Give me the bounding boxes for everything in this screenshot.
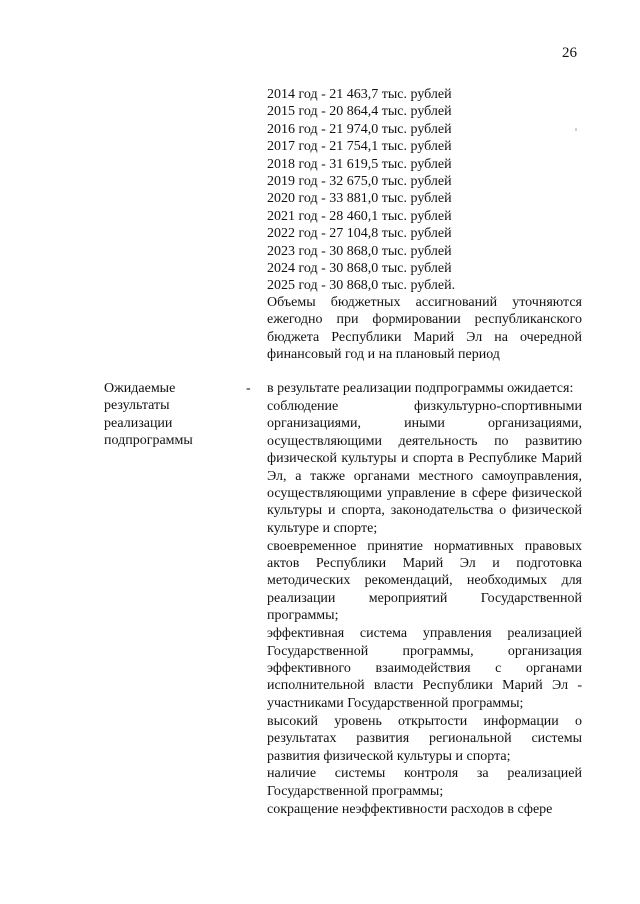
funding-year-line: 2025 год - 30 868,0 тыс. рублей. [267, 278, 456, 294]
funding-year-line: 2021 год - 28 460,1 тыс. рублей [267, 208, 452, 224]
result-paragraph: своевременное принятие нормативных правовых актов Республики Марий Эл и подготовка методических рекомендаций, необходимых для реализации мероприятий Государственной программы; [267, 538, 582, 624]
funding-year-line: 2018 год - 31 619,5 тыс. рублей [267, 156, 452, 172]
expected-results-text [267, 380, 582, 818]
funding-year-line: 2023 год - 30 868,0 тыс. рублей [267, 243, 452, 259]
result-paragraph: наличие системы контроля за реализацией Государственной программы; [267, 766, 582, 799]
budget-allocation-note: Объемы бюджетных ассигнований уточняются ежегодно при формировании республиканского бюджета Республики Марий Эл на очередной финансовый год и на плановый период [267, 295, 582, 363]
label-line: результаты [104, 398, 170, 414]
funding-by-year-list [267, 86, 587, 295]
funding-year-line: 2022 год - 27 104,8 тыс. рублей [267, 226, 452, 242]
result-paragraph: эффективная система управления реализацией Государственной программы, организация эффективного взаимодействия с органами исполнительной власти Республики Марий Эл - участниками Государственной программы; [267, 626, 582, 711]
funding-year-line: 2017 год - 21 754,1 тыс. рублей [267, 139, 452, 155]
label-line: реализации [104, 415, 173, 431]
funding-year-line: 2015 год - 20 864,4 тыс. рублей [267, 104, 452, 120]
label-dash: - [246, 381, 251, 396]
expected-results-label [104, 380, 234, 450]
funding-year-line: 2020 год - 33 881,0 тыс. рублей [267, 191, 452, 207]
label-line: Ожидаемые [104, 381, 176, 396]
funding-year-line: 2019 год - 32 675,0 тыс. рублей [267, 174, 452, 190]
result-paragraph: высокий уровень открытости информации о результатах развития региональной системы развития физической культуры и спорта; [267, 713, 582, 764]
funding-year-line: 2016 год - 21 974,0 тыс. рублей [267, 121, 452, 137]
funding-year-line: 2024 год - 30 868,0 тыс. рублей [267, 261, 452, 277]
result-paragraph: сокращение неэффективности расходов в сфере [267, 801, 553, 817]
funding-year-line: 2014 год - 21 463,7 тыс. рублей [267, 87, 452, 102]
page-number: 26 [562, 45, 577, 61]
result-paragraph: соблюдение физкультурно-спортивными организациями, иными организациями, осуществляющими деятельность по развитию физической культуры и спорта в Республике Марий Эл, а также органами местного самоуправления, осуществляющими управление в сфере физической культуры и спорта, законодательства о физической культуре и спорте; [267, 398, 582, 536]
result-paragraph: в результате реализации подпрограммы ожидается: [267, 381, 574, 396]
label-line: подпрограммы [104, 433, 193, 449]
